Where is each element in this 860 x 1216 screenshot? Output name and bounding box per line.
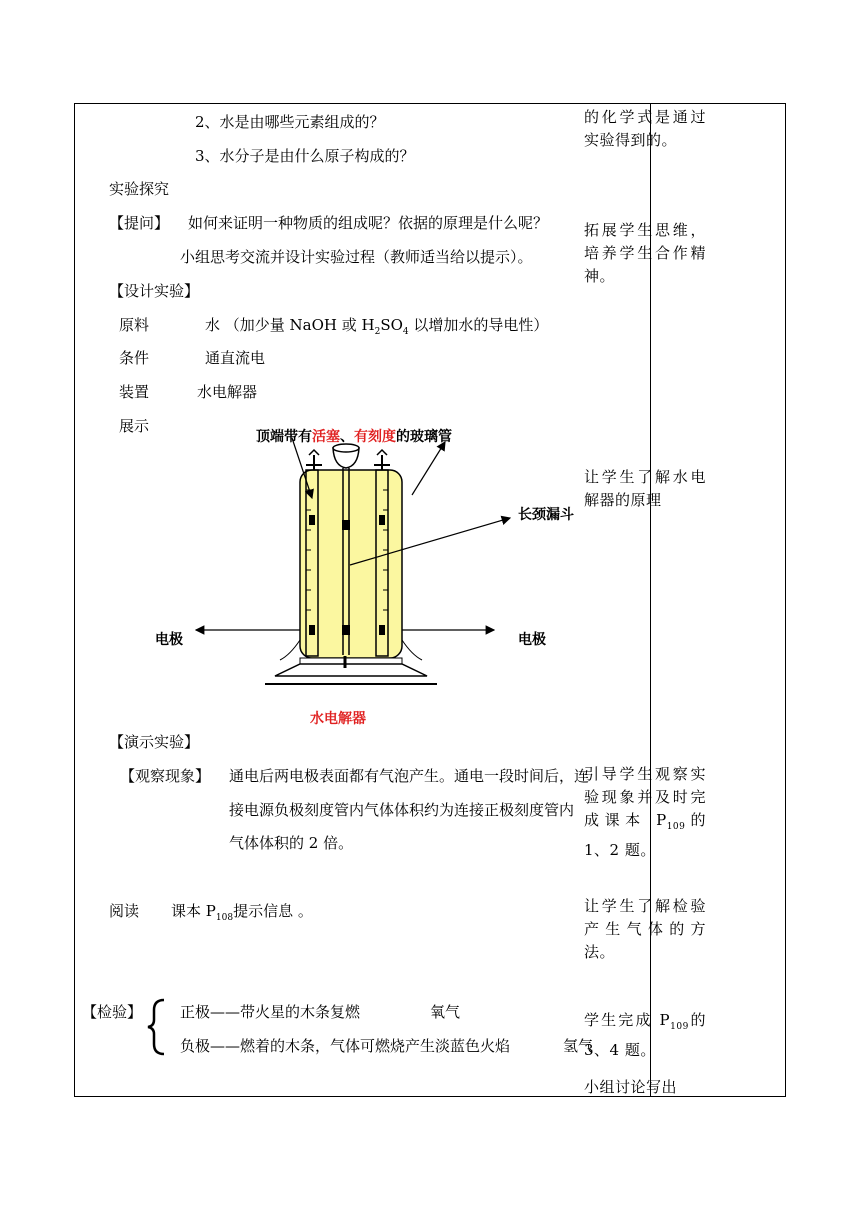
side-note-3: 让学生了解水电解器的原理 [584, 468, 706, 509]
check-negative: 负极——燃着的木条，气体可燃烧产生淡蓝色火焰 [180, 1037, 511, 1055]
side-note-4: 引导学生观察实验现象并及时完成课本 $P_{109}$的 1、2 题。 [584, 765, 706, 859]
question-3: 3、水分子是由什么原子构成的？ [195, 147, 415, 165]
check-positive: 正极——带火星的木条复燃 [180, 1003, 361, 1021]
stand-base [275, 664, 427, 676]
device-value: 水电解器 [197, 383, 258, 401]
question-2: 2、水是由哪些元素组成的？ [195, 113, 385, 131]
material-value: 水 （加少量 NaOH 或 $H_2SO_4$ 以增加水的导电性） [205, 316, 549, 337]
label-electrode-left: 电极 [155, 632, 183, 648]
arrow-to-tube-right [412, 442, 445, 495]
material-label: 原料 [119, 316, 150, 334]
observe-line-3: 气体体积的 2 倍。 [229, 834, 354, 852]
side-note-7: 小组讨论写出 [584, 1078, 678, 1096]
electrolyzer-diagram [140, 420, 610, 720]
check-positive-gas: 氧气 [430, 1003, 461, 1021]
label-funnel: 长颈漏斗 [518, 507, 574, 523]
label-electrode-right: 电极 [518, 632, 546, 648]
side-note-1: 的化学式是通过实验得到的。 [584, 108, 706, 149]
diagram-caption: 水电解器 [310, 711, 366, 727]
stand-base-top [300, 658, 402, 664]
observe-line-1: 通电后两电极表面都有气泡产生。通电一段时间后，连 [229, 767, 590, 785]
side-note-6: 学生完成 $P_{109}$的 3、4 题。 [584, 1011, 706, 1059]
check-negative-gas: 氢气 [563, 1037, 594, 1055]
design-tag: 【设计实验】 [109, 282, 200, 300]
demo-tag: 【演示实验】 [109, 733, 200, 751]
device-label: 装置 [119, 383, 150, 401]
show-label: 展示 [119, 417, 150, 435]
brace-icon [146, 998, 168, 1056]
read-text: 课本 $P_{108}$提示信息 。 [171, 902, 313, 923]
label-tube: 顶端带有活塞、有刻度的玻璃管 [256, 429, 452, 445]
section-explore: 实验探究 [109, 180, 170, 198]
ask-tag: 【提问】 [109, 214, 170, 232]
side-note-2: 拓展学生思维，培养学生合作精神。 [584, 221, 706, 285]
check-tag: 【检验】 [82, 1003, 143, 1021]
condition-value: 通直流电 [205, 349, 266, 367]
water-container [300, 470, 402, 658]
side-note-5: 让学生了解检验产生气体的方法。 [584, 897, 706, 961]
condition-label: 条件 [119, 349, 150, 367]
group-design-text: 小组思考交流并设计实验过程（教师适当给以提示）。 [180, 248, 533, 266]
read-label: 阅读 [109, 902, 140, 920]
ask-text: 如何来证明一种物质的组成呢？依据的原理是什么呢？ [188, 214, 549, 232]
observe-tag: 【观察现象】 [120, 767, 211, 785]
observe-line-2: 接电源负极刻度管内气体体积约为连接正极刻度管内 [229, 801, 575, 819]
